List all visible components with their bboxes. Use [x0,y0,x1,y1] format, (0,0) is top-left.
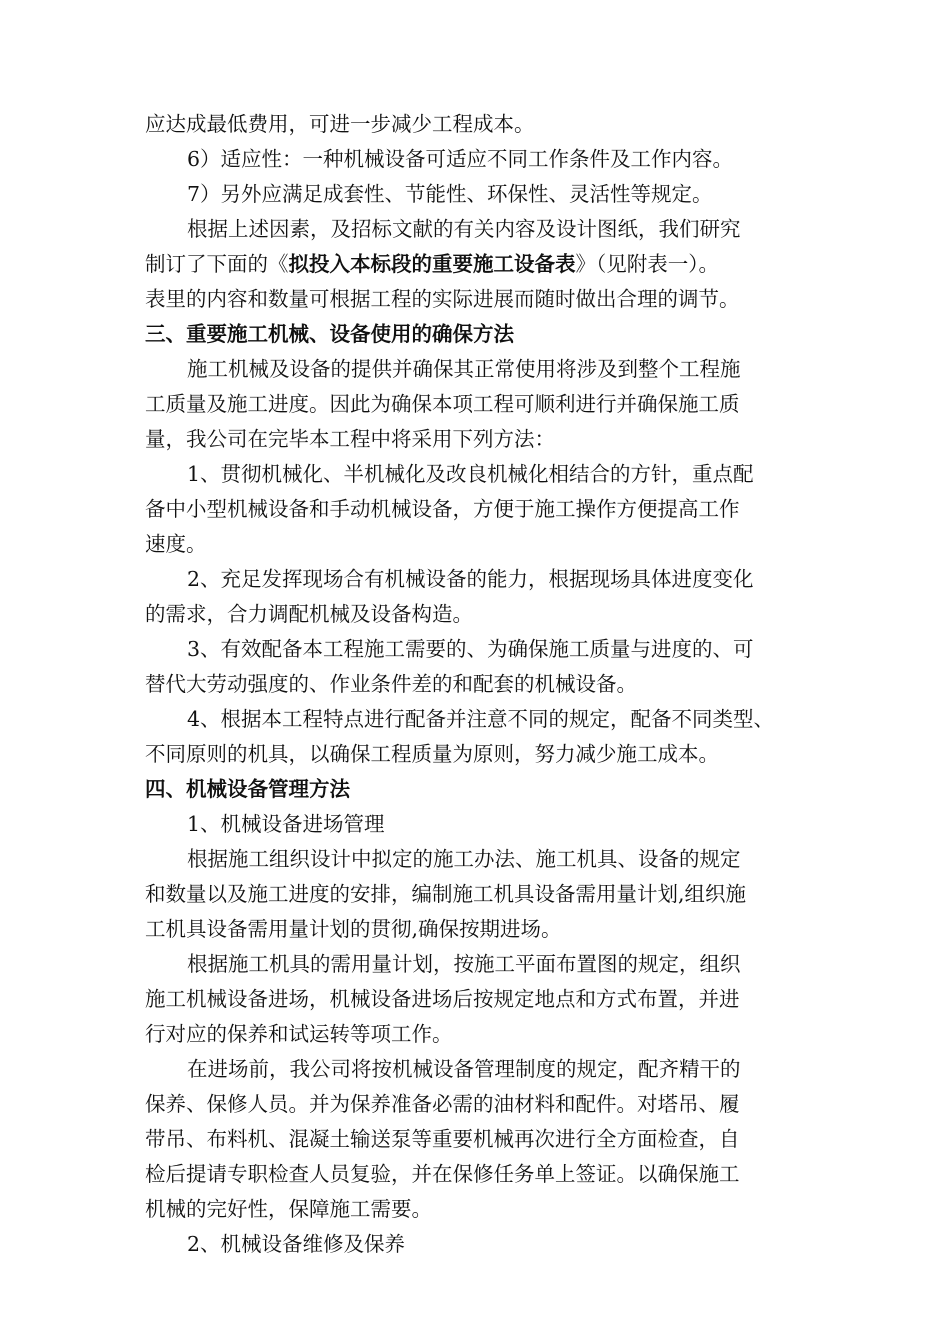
paragraph-line: 和数量以及施工进度的安排，编制施工机具设备需用量计划,组织施 [145,882,747,906]
subsection-heading-1: 1、机械设备进场管理 [187,812,385,836]
paragraph-line: 保养、保修人员。并为保养准备必需的油材料和配件。对塔吊、履 [145,1092,740,1116]
paragraph-line-equipment-table-ref [145,247,825,282]
list-item-other-requirements: 7）另外应满足成套性、节能性、环保性、灵活性等规定。 [187,182,713,206]
list-item-4: 4、根据本工程特点进行配备并注意不同的规定，配备不同类型、 [187,707,775,731]
paragraph-line: 速度。 [145,532,207,556]
paragraph-line: 不同原则的机具，以确保工程质量为原则，努力减少施工成本。 [145,742,719,766]
paragraph-line: 工质量及施工进度。因此为确保本项工程可顺利进行并确保施工质 [145,392,740,416]
paragraph-line: 应达成最低费用，可进一步减少工程成本。 [145,112,535,136]
paragraph-line: 量，我公司在完毕本工程中将采用下列方法： [145,427,555,451]
list-item-1: 1、贯彻机械化、半机械化及改良机械化相结合的方针，重点配 [187,462,754,486]
paragraph-line: 工机具设备需用量计划的贯彻,确保按期进场。 [145,917,562,941]
paragraph-line: 根据施工组织设计中拟定的施工办法、施工机具、设备的规定 [187,847,741,871]
list-item-adaptability: 6）适应性：一种机械设备可适应不同工作条件及工作内容。 [187,147,734,171]
paragraph-line: 机械的完好性，保障施工需要。 [145,1197,432,1221]
paragraph-line: 备中小型机械设备和手动机械设备，方便于施工操作方便提高工作 [145,497,740,521]
list-item-3: 3、有效配备本工程施工需要的、为确保施工质量与进度的、可 [187,637,754,661]
paragraph-line: 检后提请专职检查人员复验，并在保修任务单上签证。以确保施工 [145,1162,740,1186]
paragraph-line: 替代大劳动强度的、作业条件差的和配套的机械设备。 [145,672,637,696]
paragraph-line: 根据施工机具的需用量计划，按施工平面布置图的规定，组织 [187,952,741,976]
paragraph-line: 表里的内容和数量可根据工程的实际进展而随时做出合理的调节。 [145,287,740,311]
document-body [145,107,825,1262]
paragraph-line: 根据上述因素，及招标文献的有关内容及设计图纸，我们研究 [187,217,741,241]
section-heading-3: 三、重要施工机械、设备使用的确保方法 [145,322,514,346]
subsection-heading-2: 2、机械设备维修及保养 [187,1232,406,1256]
text-segment: 》（见附表一）。 [575,252,719,276]
paragraph-line: 行对应的保养和试运转等项工作。 [145,1022,453,1046]
list-item-2: 2、充足发挥现场合有机械设备的能力，根据现场具体进度变化 [187,567,754,591]
section-heading-4: 四、机械设备管理方法 [145,777,350,801]
paragraph-line: 施工机械设备进场，机械设备进场后按规定地点和方式布置，并进 [145,987,740,1011]
equipment-table-title: 拟投入本标段的重要施工设备表 [288,252,576,276]
paragraph-line: 带吊、布料机、混凝土输送泵等重要机械再次进行全方面检查，自 [145,1127,740,1151]
paragraph-line: 施工机械及设备的提供并确保其正常使用将涉及到整个工程施 [187,357,741,381]
text-segment: 制订了下面的《 [145,252,289,276]
paragraph-line: 的需求，合力调配机械及设备构造。 [145,602,473,626]
paragraph-line: 在进场前，我公司将按机械设备管理制度的规定，配齐精干的 [187,1057,741,1081]
